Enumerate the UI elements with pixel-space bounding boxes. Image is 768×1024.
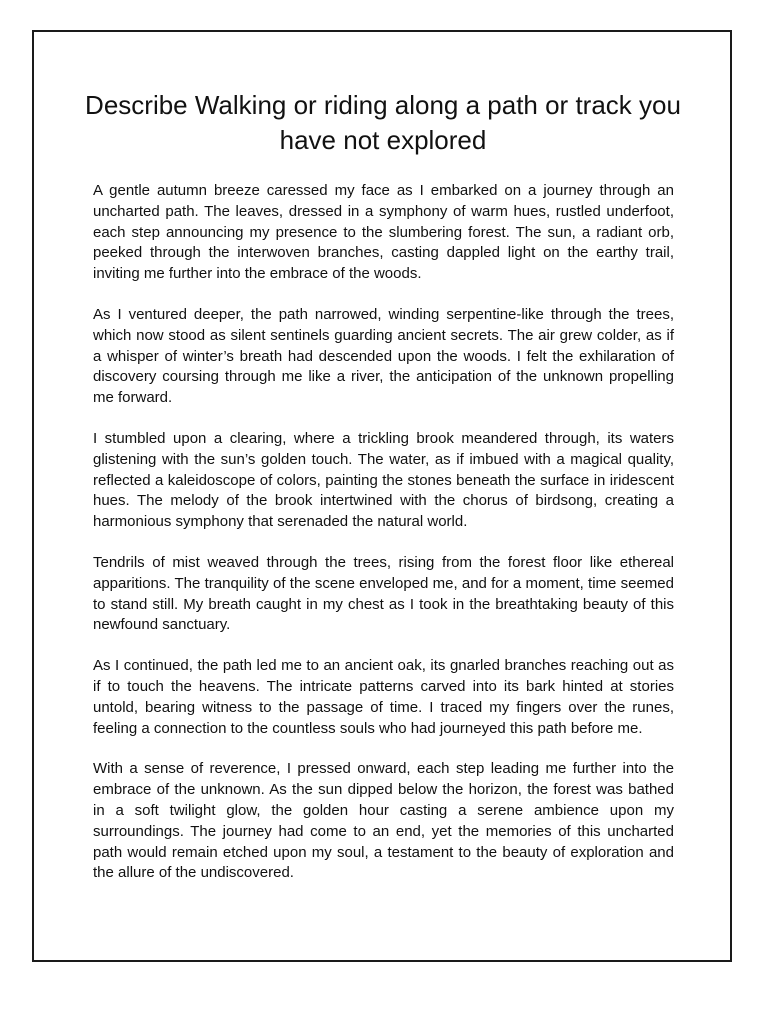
essay-body (93, 181, 674, 904)
essay-paragraph-5: As I continued, the path led me to an ancient oak, its gnarled branches reaching out as if to touch the heavens. The intricate patterns carved into its bark hinted at stories untold, bearing witness to the passage of time. I traced my fingers over the runes, feeling a connection to the countless souls who had journeyed this path before me. (93, 657, 674, 737)
essay-paragraph-2: As I ventured deeper, the path narrowed, winding serpentine-like through the trees, which now stood as silent sentinels guarding ancient secrets. The air grew colder, as if a whisper of winter’s breath had descended upon the woods. I felt the exhilaration of discovery coursing through me like a river, the anticipation of the unknown propelling me forward. (93, 305, 674, 407)
essay-paragraph-1: A gentle autumn breeze caressed my face as I embarked on a journey through an uncharted path. The leaves, dressed in a symphony of warm hues, rustled underfoot, each step announcing my presence to the slumbering forest. The sun, a radiant orb, peeked through the interwoven branches, casting dappled light on the earthy trail, inviting me further into the embrace of the woods. (93, 182, 674, 283)
essay-paragraph-3: I stumbled upon a clearing, where a trickling brook meandered through, its waters glistening with the sun’s golden touch. The water, as if imbued with a magical quality, reflected a kaleidoscope of colors, painting the stones beneath the surface in iridescent hues. The melody of the brook intertwined with the chorus of birdsong, creating a harmonious symphony that serenaded the natural world. (93, 429, 674, 531)
essay-paragraph-4: Tendrils of mist weaved through the trees, rising from the forest floor like ethereal apparitions. The tranquility of the scene enveloped me, and for a moment, time seemed to stand still. My breath caught in my chest as I took in the breathtaking beauty of this newfound sanctuary. (93, 553, 674, 634)
page-title: Describe Walking or riding along a path or track you have not explored (85, 90, 681, 155)
essay-paragraph-6: With a sense of reverence, I pressed onward, each step leading me further into the embrace of the unknown. As the sun dipped below the horizon, the forest was bathed in a soft twilight glow, the golden hour casting a serene ambience upon my surroundings. The journey had come to an end, yet the memories of this uncharted path would remain etched upon my soul, a testament to the beauty of exploration and the allure of the undiscovered. (93, 760, 674, 882)
